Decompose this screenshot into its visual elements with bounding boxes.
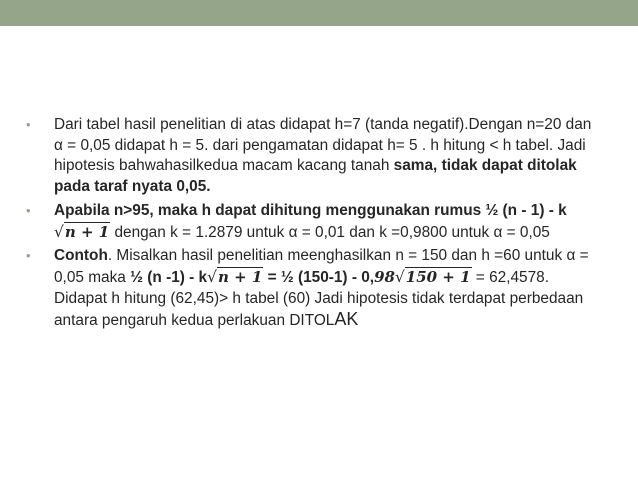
bullet-item-2 [26,201,601,243]
bullet-3-text-big: AK [334,309,359,330]
bullet-marker: • [26,117,31,132]
bullet-marker: • [26,202,31,218]
sqrt-formula-1: √n + 1 [207,267,263,286]
slide-body [26,115,601,335]
sqrt-radicand-2: 150 + 1 [405,267,471,286]
bullet-3-calc: = ½ (150-1) - 0, [263,268,375,286]
bullet-3-text-2: = 62,4578. Didapat h hitung (62,45)> h tabel (60) Jadi hipotesis tidak terdapat perbedaan antara pengaruh kedua perlakuan DITOL [54,268,584,330]
bullet-item-1 [26,115,601,198]
bullet-item-3 [26,246,601,332]
bullet-3-formula: ½ (n -1) - k [130,268,208,286]
bullet-2-formula-head: Apabila n>95, maka h dapat dihitung menggunakan rumus ½ (n - 1) - k [54,201,567,219]
bullet-1-text: Dari tabel hasil penelitian di atas didapat h=7 (tanda negatif).Dengan n=20 dan α = 0,05 didapat h = 5. dari pengamatan didapat h= 5 . h hitung < h tabel. Jadi hipotesis bahwahasilkedua macam kacang tanah [54,116,592,175]
bullet-3-head: Contoh [54,247,108,265]
bullet-marker: • [26,248,31,264]
sqrt-radicand-1: n + 1 [217,267,263,286]
bullet-2-text: dengan k = 1.2879 untuk α = 0,01 dan k =0,9800 untuk α = 0,05 [110,223,550,241]
sqrt-radicand: n + 1 [64,222,110,241]
sqrt-formula: √n + 1 [54,222,110,241]
sqrt-formula-2: √150 + 1 [394,267,471,286]
top-bar [0,0,638,26]
bullet-3-number: 98 [374,267,395,286]
bullet-3-text-1: . Misalkan hasil penelitian meenghasilkan n = 150 dan h =60 untuk α = 0,05 maka [54,247,589,286]
bullet-1-bold: sama, tidak dapat ditolak pada taraf nyata 0,05. [54,157,577,196]
